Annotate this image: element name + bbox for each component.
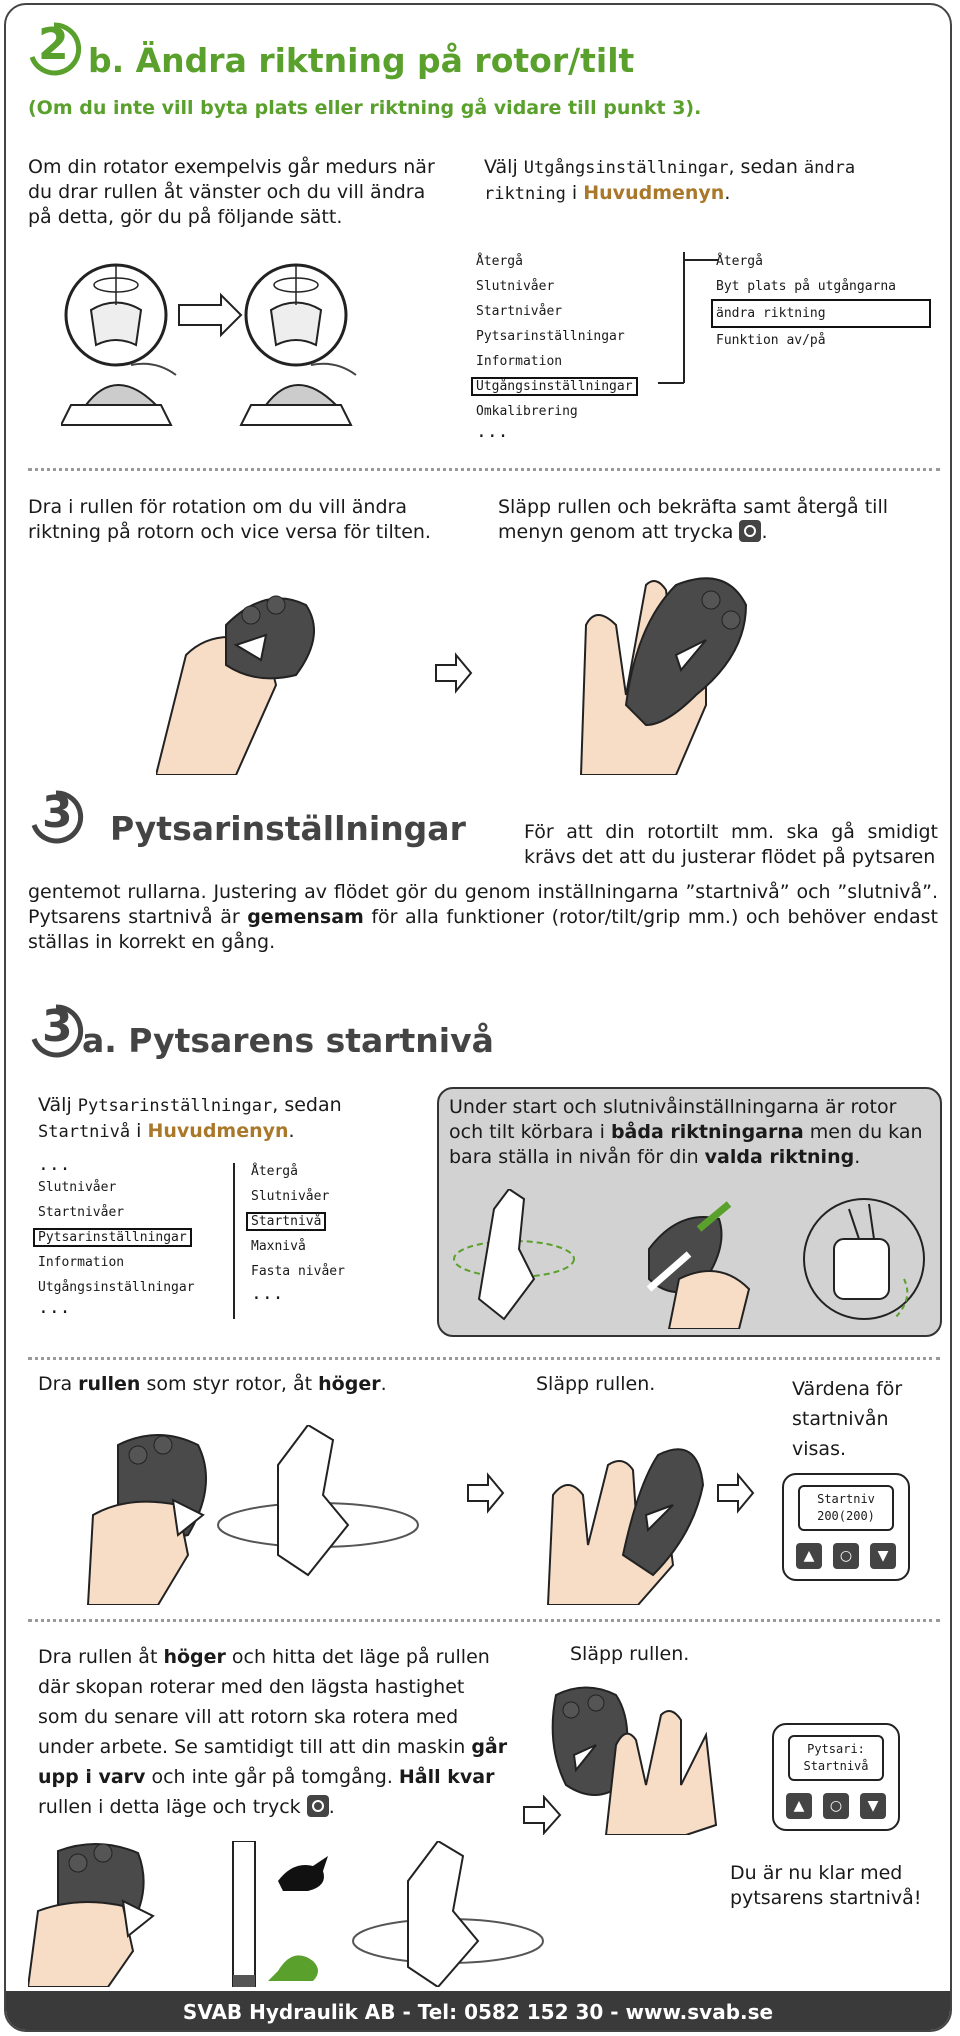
menu-item-selected[interactable]: Pytsarinställningar (33, 1228, 192, 1247)
section-2b-intro: Om din rotator exempelvis går medurs när du drar rullen åt vänster och du vill ändra på detta, gör du på följande sätt. (28, 156, 435, 228)
submenu-item[interactable]: Slutnivåer (251, 1189, 330, 1204)
section-3-title: Pytsarinställningar (110, 809, 466, 848)
submenu-item-more: ... (251, 1283, 284, 1304)
submenu-item[interactable]: Fasta nivåer (251, 1264, 345, 1279)
up-arrow-button[interactable]: ▲ (796, 1543, 822, 1569)
main-menu-list-3a (38, 1155, 195, 1316)
menu-item-more: ... (38, 1297, 71, 1318)
info-box (437, 1087, 942, 1337)
section-3a-title: a. Pytsarens startnivå (82, 1021, 494, 1060)
main-menu-label: Huvudmenyn (583, 182, 725, 204)
section-2b-title: b. Ändra riktning på rotor/tilt (88, 41, 635, 80)
menu-item[interactable]: Pytsarinställningar (476, 329, 625, 344)
main-menu-label: Huvudmenyn (147, 1120, 289, 1142)
display-screen: Pytsari: Startnivå (788, 1735, 884, 1781)
up-arrow-button[interactable]: ▲ (786, 1793, 812, 1819)
submenu-item[interactable]: Återgå (716, 254, 763, 269)
confirm-button-icon (739, 520, 761, 542)
menu-item[interactable]: Information (476, 354, 563, 369)
step-c-illustration (28, 1841, 548, 1987)
menu-item[interactable]: Återgå (476, 254, 523, 269)
menu-item[interactable]: Omkalibrering (476, 404, 578, 419)
display-startniva (782, 1473, 910, 1581)
submenu-item[interactable]: Funktion av/på (716, 333, 826, 348)
confirm-button[interactable]: ○ (823, 1793, 849, 1819)
menu-item[interactable]: Information (38, 1255, 125, 1270)
rotator-direction-illustration (61, 255, 391, 445)
menu-item[interactable]: Startnivåer (38, 1205, 125, 1220)
down-arrow-button[interactable]: ▼ (860, 1793, 886, 1819)
submenu-item[interactable]: Maxnivå (251, 1239, 306, 1254)
menu-item-more: ... (476, 421, 509, 442)
remote-roller-illustration (156, 565, 806, 775)
footer: SVAB Hydraulik AB - Tel: 0582 152 30 - www.svab.se (6, 1991, 950, 2032)
section-3a-instruction: Välj Pytsarinställningar, sedan Startnivå i Huvudmenyn. (38, 1094, 342, 1142)
menu-name-pytsarinstallningar: Pytsarinställningar (77, 1096, 273, 1116)
menu-item[interactable]: Utgångsinställningar (38, 1280, 195, 1295)
section-2b-subtitle: (Om du inte vill byta plats eller riktning gå vidare till punkt 3). (28, 97, 702, 119)
submenu-item[interactable]: Byt plats på utgångarna (716, 279, 897, 294)
step-number-3: 3 (42, 787, 73, 838)
step-b-values-shown: Värdena för startnivån visas. (792, 1378, 903, 1460)
separator (28, 468, 940, 471)
step-b-instruction: Dra rullen som styr rotor, åt höger. (38, 1373, 387, 1395)
submenu-item-selected[interactable]: Startnivå (246, 1212, 326, 1231)
step-c-instruction: Dra rullen åt höger och hitta det läge på rullen där skopan roterar med den lägsta hastighet som du senare vill att rotorn ska rotera med under arbete. Se samtidigt till att din maskin går upp i varv och inte går på tomgång. Håll kvar rullen i detta läge och tryck . (38, 1646, 508, 1818)
menu-item[interactable]: Slutnivåer (38, 1180, 117, 1195)
menu-name-andra-riktning: ändra riktning (484, 158, 856, 204)
section-2b-instruction: Välj Utgångsinställningar, sedan ändra riktning i Huvudmenyn. (484, 156, 856, 204)
arrow-right-icon (522, 1795, 562, 1835)
menu-item[interactable]: Startnivåer (476, 304, 563, 319)
submenu-item-selected[interactable]: ändra riktning (711, 299, 931, 328)
menu-connector-lines (658, 250, 718, 395)
submenu-item[interactable]: Återgå (251, 1164, 298, 1179)
step-number-2: 2 (38, 19, 69, 70)
submenu-list-3a (251, 1159, 345, 1304)
step-b-release: Släpp rullen. (536, 1373, 656, 1395)
menu-item[interactable]: Slutnivåer (476, 279, 555, 294)
menu-item-selected[interactable]: Utgångsinställningar (471, 377, 638, 396)
menu-name-startniva: Startnivå (38, 1122, 131, 1142)
section-3-intro: För att din rotortilt mm. ska gå smidigt krävs det att du justerar flödet på pytsaren (524, 821, 938, 868)
separator (28, 1357, 940, 1360)
submenu-list (716, 249, 931, 353)
confirm-button[interactable]: ○ (833, 1543, 859, 1569)
down-arrow-button[interactable]: ▼ (870, 1543, 896, 1569)
step-c-done-message: Du är nu klar med pytsarens startnivå! (730, 1862, 922, 1909)
step-a-right-text: Släpp rullen och bekräfta samt återgå till menyn genom att trycka . (498, 496, 889, 543)
confirm-button-icon (307, 1795, 329, 1817)
info-box-illustration (449, 1189, 934, 1329)
menu-name-utgangsinstallningar: Utgångsinställningar (523, 158, 729, 178)
step-number-3a: 3 (42, 1001, 73, 1052)
menu-item-more: ... (38, 1154, 71, 1175)
section-3-body: gentemot rullarna. Justering av flödet gör du genom inställningarna ”startnivå” och ”slutnivå”. Pytsarens startnivå är gemensam för alla funktioner (rotor/tilt/grip mm.) och behöver endast ställas in korrekt en gång. (28, 881, 938, 953)
step-c-release: Släpp rullen. (570, 1643, 690, 1665)
display-pytsari-startniva (772, 1723, 900, 1831)
page-frame (4, 3, 952, 2032)
menu-divider (233, 1163, 235, 1319)
main-menu-list (476, 249, 638, 440)
display-screen: Startniv 200(200) (798, 1485, 894, 1531)
separator (28, 1619, 940, 1622)
info-box-text: Under start och slutnivåinställningarna är rotor och tilt körbara i båda riktningarna men du kan bara ställa in nivån för din valda riktning. (449, 1096, 923, 1168)
step-b-illustration (78, 1425, 788, 1605)
step-a-left-text: Dra i rullen för rotation om du vill ändra riktning på rotorn och vice versa för tilten. (28, 496, 431, 543)
